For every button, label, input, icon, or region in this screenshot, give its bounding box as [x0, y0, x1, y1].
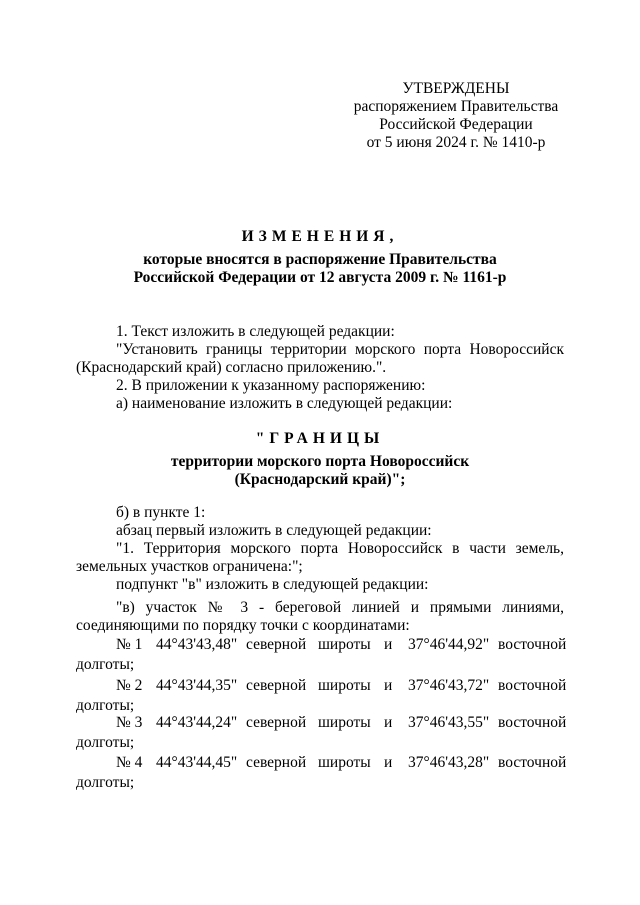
borders-subtitle-2: (Краснодарский край)";: [234, 471, 406, 488]
point-conjunction: и: [384, 754, 393, 771]
paragraph-4: а) наименование изложить в следующей редакции:: [116, 395, 453, 412]
point-latitude-word: широты: [318, 754, 371, 771]
point-longitude: 37°46'43,72": [408, 677, 490, 694]
point-tail: долготы;: [76, 656, 135, 673]
point-latitude: 44°43'43,48": [156, 636, 238, 653]
approval-title: УТВЕРЖДЕНЫ: [402, 80, 510, 97]
point-number: № 3: [116, 714, 143, 731]
point-longitude-direction: восточной: [498, 714, 567, 731]
approval-line-1: распоряжением Правительства: [353, 98, 559, 115]
point-latitude-direction: северной: [246, 714, 307, 731]
approval-line-3: от 5 июня 2024 г. № 1410-р: [366, 134, 546, 151]
point-tail: долготы;: [76, 697, 135, 714]
point-tail: долготы;: [76, 774, 135, 791]
paragraph-2-line-2: (Краснодарский край) согласно приложению.".: [76, 359, 387, 376]
borders-title: "ГРАНИЦЫ: [255, 430, 385, 447]
point-row: [76, 636, 567, 654]
document-title: ИЗМЕНЕНИЯ,: [241, 228, 399, 245]
point-row: [76, 714, 567, 732]
paragraph-9-line-1: "в) участок № 3 - береговой линией и прямыми линиями,: [116, 599, 564, 616]
point-latitude: 44°43'44,45": [156, 754, 238, 771]
point-longitude-direction: восточной: [498, 636, 567, 653]
paragraph-2-line-1: "Установить границы территории морского порта Новороссийск: [116, 341, 564, 358]
point-latitude-direction: северной: [246, 677, 307, 694]
point-row: [76, 754, 567, 772]
point-latitude-direction: северной: [246, 636, 307, 653]
paragraph-8: подпункт "в" изложить в следующей редакции:: [116, 576, 429, 593]
point-latitude: 44°43'44,24": [156, 714, 238, 731]
point-longitude-direction: восточной: [498, 677, 567, 694]
point-latitude-word: широты: [318, 714, 371, 731]
point-longitude-direction: восточной: [498, 754, 567, 771]
point-longitude: 37°46'43,55": [408, 714, 490, 731]
document-subtitle-2: Российской Федерации от 12 августа 2009 г. № 1161-р: [133, 269, 507, 286]
borders-subtitle-1: территории морского порта Новороссийск: [170, 453, 470, 470]
approval-line-2: Российской Федерации: [379, 116, 533, 133]
point-conjunction: и: [384, 714, 393, 731]
paragraph-7-line-1: "1. Территория морского порта Новороссийск в части земель,: [116, 540, 564, 557]
point-row: [76, 677, 567, 695]
point-latitude-direction: северной: [246, 754, 307, 771]
document-subtitle-1: которые вносятся в распоряжение Правительства: [143, 251, 497, 268]
paragraph-5: б) в пункте 1:: [116, 504, 206, 521]
point-latitude: 44°43'44,35": [156, 677, 238, 694]
paragraph-7-line-2: земельных участков ограничена:";: [76, 558, 303, 575]
point-longitude: 37°46'44,92": [408, 636, 490, 653]
point-latitude-word: широты: [318, 636, 371, 653]
point-latitude-word: широты: [318, 677, 371, 694]
paragraph-3: 2. В приложении к указанному распоряжению:: [116, 377, 426, 394]
point-number: № 2: [116, 677, 143, 694]
paragraph-1: 1. Текст изложить в следующей редакции:: [116, 323, 395, 340]
point-conjunction: и: [384, 677, 393, 694]
point-conjunction: и: [384, 636, 393, 653]
point-longitude: 37°46'43,28": [408, 754, 490, 771]
point-number: № 4: [116, 754, 143, 771]
point-number: № 1: [116, 636, 143, 653]
paragraph-6: абзац первый изложить в следующей редакции:: [116, 522, 432, 539]
paragraph-9-line-2: соединяющими по порядку точки с координатами:: [76, 617, 410, 634]
point-tail: долготы;: [76, 734, 135, 751]
